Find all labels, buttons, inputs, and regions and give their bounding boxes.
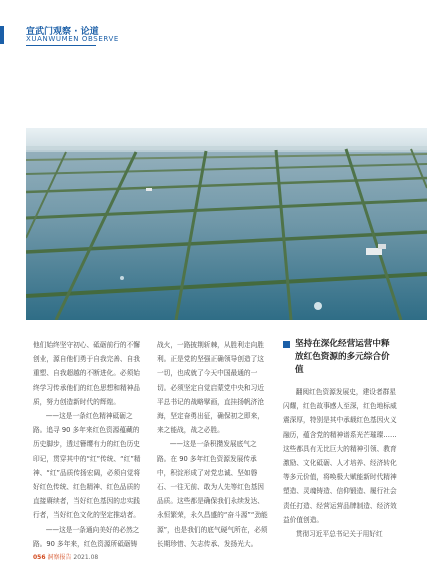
text-column-3	[283, 338, 397, 541]
page-number: 056	[33, 554, 46, 561]
paragraph: 他们始终坚守初心、砥砺前行的不懈创业，源自他们勇于自我完善、自我重塑、自我超越的不断进化。必须始终学习传承他们的红色思想和精神品质，努力创造新时代的辉煌。	[33, 341, 140, 406]
text-column-2	[157, 338, 269, 551]
header-rule	[26, 45, 96, 46]
paragraph: 战火，一路披荆斩棘，从胜利走向胜利。正是党的坚强正确领导创造了这一切，也成就了今天中国最通的一切。必须坚定自觉启蒙党中央和习近平总书记的战略擘画，直挂扬帆济沧海，坚定奋勇出征，确保初之即来，来之能战，战之必胜。	[157, 341, 264, 435]
section-square-icon	[283, 341, 290, 348]
paragraph: 贯彻习近平总书记关于用好红	[295, 530, 383, 539]
aerial-fish-pond-photo	[26, 128, 427, 320]
paragraph: ——这是一条红色精神砥砺之路。追寻 90 多年来红色资源蕴藏的历史脚步，透过簪缨有力的红色历史印记，贯穿其中的“红”传统、“红”精神、“红”品质传扬宏阔，必须自觉将好红色传统、红色精神、红色品质的直接赓续者，当好红色基因的忠实践行者，当好红色文化的坚定推动者。	[33, 412, 141, 520]
paragraph: ——这是一条通向美好的必然之路。90 多年来，红色资源所砥砺铸	[33, 525, 140, 548]
paragraph: 翻阅红色资源发展史，建设者群星闪耀，红色故事感人至深，红色地标威震深厚，特别是其中承载红色基因火义融历，蕴含党的精神谱系光芒璀璨……这些都具有无比巨大的精神引领、教育激励、文化砥砺、人才培养、经济转化等多元价值，将唤极大赋能新时代精神塑造、灵魂铸造、信仰锻造、履行社会责任打造、经营运营品牌制造、经济效益价值创造。	[283, 388, 397, 524]
paragraph: ——这是一条积攒发展底气之路。在 90 多年红色资源发展传承中，积淀形成了对党忠诚、坚如磐石、一往无前、敢为人先等红色基因品质。这些都是确保我们永续发达、永恒繁荣，永久昌盛的“奋斗源”“劲能源”，也是我们的底气硬气所在，必须长期珍惜、矢志传承、发扬光大。	[157, 440, 268, 548]
column-title: 宣武门观察 · 论道	[26, 27, 99, 37]
section-heading	[283, 338, 397, 377]
section-title: 坚持在深化经营运营中释放红色资源的多元综合价值	[295, 339, 390, 375]
header-accent-bar	[0, 26, 4, 44]
page-footer	[33, 552, 98, 561]
text-column-1	[33, 338, 145, 551]
magazine-name: 洞察报告	[47, 554, 72, 561]
issue-date: 2021.08	[73, 554, 99, 561]
column-subtitle: XUANWUMEN OBSERVE	[26, 35, 119, 43]
